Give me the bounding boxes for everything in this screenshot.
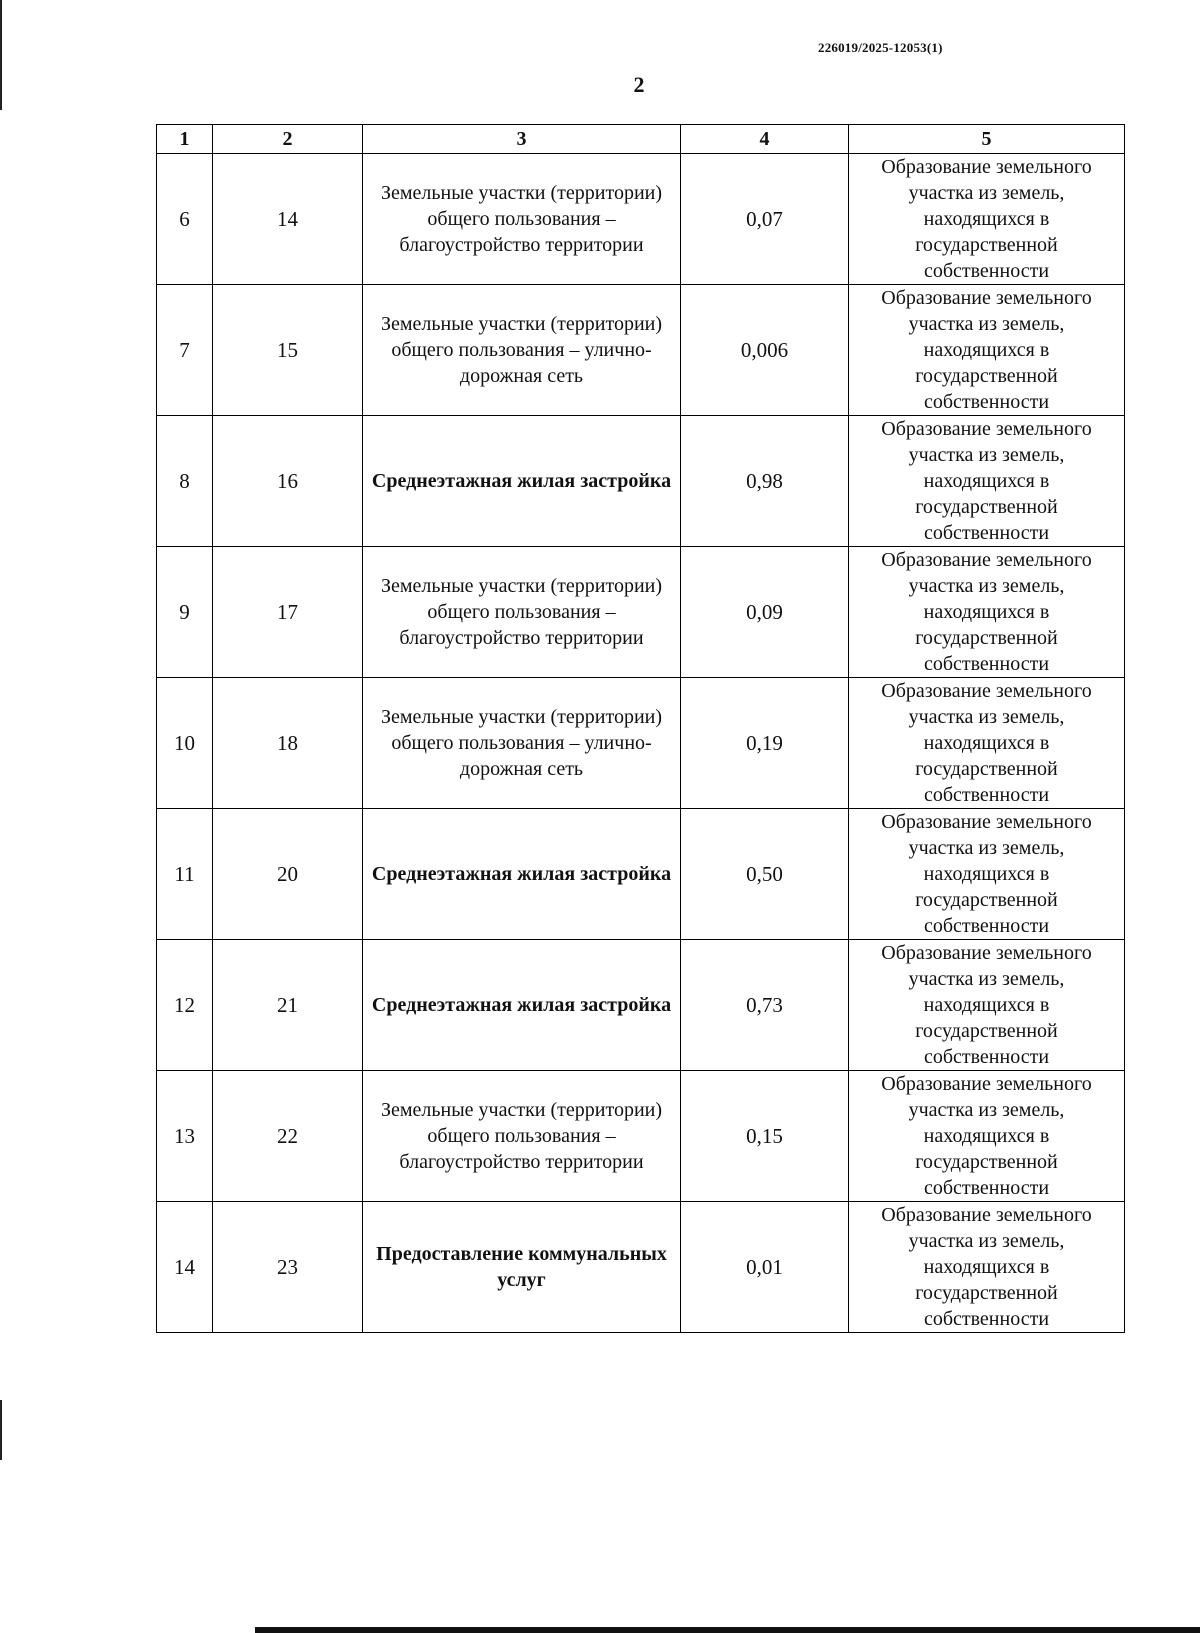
row-number-cell: 14 <box>157 1202 213 1333</box>
row-number-cell: 11 <box>157 809 213 940</box>
permitted-use-cell: Земельные участки (территории) общего пользования – благоустройство территории <box>363 547 681 678</box>
page-number: 2 <box>633 72 645 97</box>
permitted-use-cell: Земельные участки (территории) общего пользования – благоустройство территории <box>363 1071 681 1202</box>
row-number-cell: 13 <box>157 1071 213 1202</box>
plot-number-cell: 23 <box>213 1202 363 1333</box>
table-row <box>157 285 1125 416</box>
plot-number-cell: 18 <box>213 678 363 809</box>
formation-method-cell: Образование земельного участка из земель, находящихся в государственной собственности <box>849 678 1125 809</box>
row-number-cell: 12 <box>157 940 213 1071</box>
formation-method-cell: Образование земельного участка из земель, находящихся в государственной собственности <box>849 940 1125 1071</box>
column-header: 1 <box>157 125 213 154</box>
permitted-use-cell: Предоставление коммунальных услуг <box>363 1202 681 1333</box>
table-row <box>157 416 1125 547</box>
row-number-cell: 7 <box>157 285 213 416</box>
table-row <box>157 547 1125 678</box>
column-header: 4 <box>681 125 849 154</box>
area-cell: 0,73 <box>681 940 849 1071</box>
formation-method-cell: Образование земельного участка из земель, находящихся в государственной собственности <box>849 547 1125 678</box>
plot-number-cell: 15 <box>213 285 363 416</box>
plot-number-cell: 14 <box>213 154 363 285</box>
column-header: 2 <box>213 125 363 154</box>
row-number-cell: 8 <box>157 416 213 547</box>
column-header: 3 <box>363 125 681 154</box>
permitted-use-cell: Среднеэтажная жилая застройка <box>363 416 681 547</box>
table-body <box>157 154 1125 1333</box>
permitted-use-cell: Земельные участки (территории) общего пользования – благоустройство территории <box>363 154 681 285</box>
document-reference-number: 226019/2025-12053(1) <box>818 40 943 55</box>
area-cell: 0,07 <box>681 154 849 285</box>
permitted-use-cell: Среднеэтажная жилая застройка <box>363 940 681 1071</box>
plot-number-cell: 22 <box>213 1071 363 1202</box>
area-cell: 0,01 <box>681 1202 849 1333</box>
area-cell: 0,50 <box>681 809 849 940</box>
table-row <box>157 154 1125 285</box>
plot-number-cell: 17 <box>213 547 363 678</box>
land-plots-table-container <box>156 124 1124 1333</box>
formation-method-cell: Образование земельного участка из земель, находящихся в государственной собственности <box>849 1202 1125 1333</box>
formation-method-cell: Образование земельного участка из земель, находящихся в государственной собственности <box>849 809 1125 940</box>
column-header: 5 <box>849 125 1125 154</box>
plot-number-cell: 16 <box>213 416 363 547</box>
row-number-cell: 9 <box>157 547 213 678</box>
plot-number-cell: 21 <box>213 940 363 1071</box>
row-number-cell: 10 <box>157 678 213 809</box>
plot-number-cell: 20 <box>213 809 363 940</box>
permitted-use-cell: Среднеэтажная жилая застройка <box>363 809 681 940</box>
formation-method-cell: Образование земельного участка из земель, находящихся в государственной собственности <box>849 416 1125 547</box>
table-row <box>157 1071 1125 1202</box>
formation-method-cell: Образование земельного участка из земель, находящихся в государственной собственности <box>849 285 1125 416</box>
area-cell: 0,15 <box>681 1071 849 1202</box>
table-row <box>157 1202 1125 1333</box>
area-cell: 0,98 <box>681 416 849 547</box>
table-header-row <box>157 125 1125 154</box>
land-plots-table <box>156 124 1125 1333</box>
scan-bottom-edge <box>255 1627 1200 1633</box>
permitted-use-cell: Земельные участки (территории) общего пользования – улично-дорожная сеть <box>363 678 681 809</box>
area-cell: 0,19 <box>681 678 849 809</box>
permitted-use-cell: Земельные участки (территории) общего пользования – улично-дорожная сеть <box>363 285 681 416</box>
area-cell: 0,09 <box>681 547 849 678</box>
formation-method-cell: Образование земельного участка из земель, находящихся в государственной собственности <box>849 1071 1125 1202</box>
area-cell: 0,006 <box>681 285 849 416</box>
formation-method-cell: Образование земельного участка из земель, находящихся в государственной собственности <box>849 154 1125 285</box>
table-row <box>157 809 1125 940</box>
table-row <box>157 940 1125 1071</box>
row-number-cell: 6 <box>157 154 213 285</box>
table-row <box>157 678 1125 809</box>
scan-edge-mark-bottom <box>0 1400 2 1460</box>
